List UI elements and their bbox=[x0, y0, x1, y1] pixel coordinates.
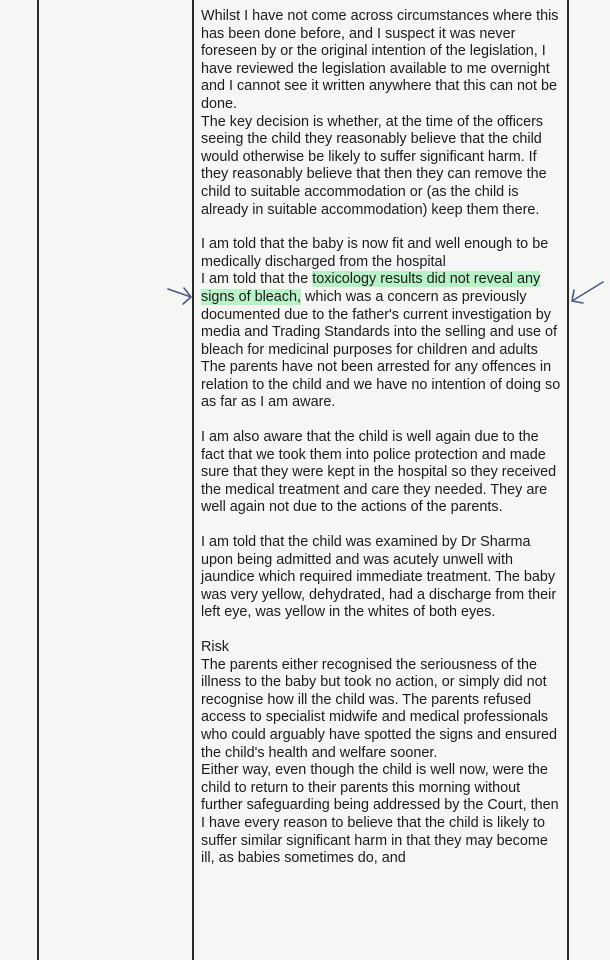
paragraph-toxicology bbox=[201, 271, 563, 359]
paragraph-either-way: Either way, even though the child is well now, were the child to return to their parents this morning without further safeguarding being addressed by the Court, then I have every reason to believe that the child is likely to suffer similar significant harm in that they may become ill, as babies sometimes do, and bbox=[201, 762, 559, 867]
table-border-left bbox=[37, 0, 39, 960]
paragraph-police-protection: I am also aware that the child is well again due to the fact that we took them into police protection and made sure that they were kept in the hospital so they received the medical treatment and care they needed. They are well again not due to the actions of the parents. bbox=[201, 429, 557, 516]
toxicology-text-before: I am told that the bbox=[201, 271, 313, 288]
document-text-cell bbox=[201, 8, 563, 868]
table-border-middle bbox=[192, 0, 194, 960]
paragraph-discharge: I am told that the baby is now fit and well enough to be medically discharged from the hospital bbox=[201, 236, 549, 270]
toxicology-text-after: which was a concern as previously documented due to the father's current investigation by media and Trading Standards into the selling and use of bleach for medicinal purposes for children and adults bbox=[201, 288, 558, 358]
risk-heading: Risk bbox=[201, 639, 229, 655]
paragraph-key-decision: The key decision is whether, at the time of the officers seeing the child they reasonably believe that the child would otherwise be likely to suffer significant harm. If they reasonably believe that then they can remove the child to suitable accommodation or (as the child is already in suitable accommodation) keep them there. bbox=[201, 113, 547, 218]
paragraph-legislation: Whilst I have not come across circumstances where this has been done before, and I suspect it was never foreseen by or the original intention of the legislation, I have reviewed the legislation available to me overnight and I cannot see it written anywhere that this can not be done. bbox=[201, 8, 559, 112]
arrow-right-icon bbox=[166, 284, 196, 306]
paragraph-examination: I am told that the child was examined by Dr Sharma upon being admitted and was acutely unwell with jaundice which required immediate treatment. The baby was very yellow, dehydrated, had a discharge from their left eye, was yellow in the whites of both eyes. bbox=[201, 534, 557, 621]
paragraph-risk: The parents either recognised the seriousness of the illness to the baby but took no action, or simply did not recognise how ill the child was. The parents refused access to specialist midwife and medical professionals who could arguably have spotted the signs and ensured the child's health and welfare sooner. bbox=[201, 656, 558, 761]
highlighted-text: toxicology results did not reveal any signs of bleach, bbox=[201, 271, 541, 305]
table-border-right bbox=[567, 0, 569, 960]
arrow-left-icon bbox=[566, 279, 606, 309]
paragraph-not-arrested: The parents have not been arrested for any offences in relation to the child and we have no intention of doing so as far as I am aware. bbox=[201, 359, 561, 411]
